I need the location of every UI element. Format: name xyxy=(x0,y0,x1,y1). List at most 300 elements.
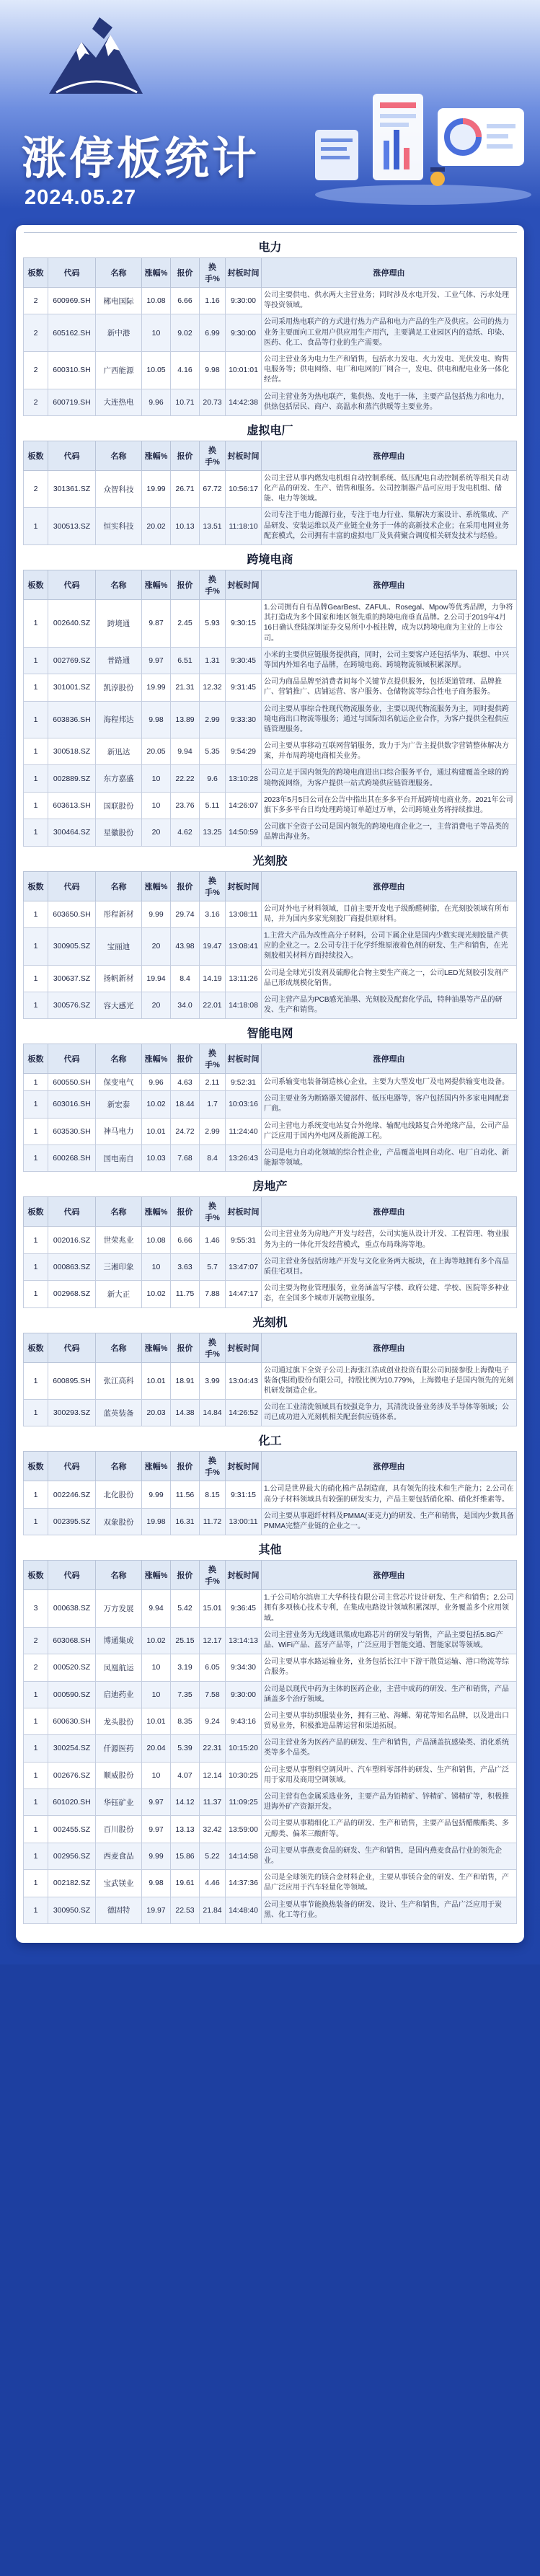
board-count: 2 xyxy=(24,470,48,508)
column-header-price: 报价 xyxy=(171,1452,200,1481)
stock-code: 000590.SZ xyxy=(48,1681,96,1708)
column-header-seal-time: 封板时间 xyxy=(226,258,262,288)
stock-name: 广西能源 xyxy=(96,351,142,389)
stock-name: 新中港 xyxy=(96,314,142,352)
turnover-pct: 67.72 xyxy=(200,470,226,508)
price: 4.07 xyxy=(171,1762,200,1788)
hero-banner xyxy=(0,0,540,216)
seal-time: 11:24:40 xyxy=(226,1118,262,1144)
section-title-row xyxy=(24,1307,517,1333)
stock-code: 002640.SZ xyxy=(48,600,96,648)
column-header-limit-up-reason: 涨停理由 xyxy=(262,1561,517,1590)
limit-up-reason: 公司主要从事纺织服装业务，拥有三枪、海螺、菊花等知名品牌，以及进出口贸易业务，积极推进品牌运营和渠道拓展。 xyxy=(262,1708,517,1734)
board-count: 2 xyxy=(24,1627,48,1654)
price: 43.98 xyxy=(171,927,200,965)
column-header-limit-up-reason: 涨停理由 xyxy=(262,871,517,901)
limit-up-reason: 公司是电力自动化领域的综合性企业，产品覆盖电网自动化、电厂自动化、新能源等领域。 xyxy=(262,1145,517,1172)
stock-name: 郴电国际 xyxy=(96,288,142,314)
seal-time: 9:52:31 xyxy=(226,1074,262,1091)
table-row xyxy=(24,992,517,1018)
table-row xyxy=(24,901,517,927)
limit-up-reason: 公司是全球领先的镁合金材料企业，主要从事镁合金的研发、生产和销售，产品广泛应用于汽车轻量化等领域。 xyxy=(262,1870,517,1897)
change-pct: 10 xyxy=(142,1681,171,1708)
turnover-pct: 8.4 xyxy=(200,1145,226,1172)
stock-code: 603068.SH xyxy=(48,1627,96,1654)
stock-code: 300518.SZ xyxy=(48,738,96,765)
stock-name: 容大感光 xyxy=(96,992,142,1018)
board-count: 1 xyxy=(24,600,48,648)
price: 15.86 xyxy=(171,1843,200,1869)
price: 11.56 xyxy=(171,1481,200,1508)
seal-time: 13:47:07 xyxy=(226,1253,262,1280)
table-row xyxy=(24,1074,517,1091)
turnover-pct: 15.01 xyxy=(200,1590,226,1628)
stock-code: 300637.SZ xyxy=(48,965,96,992)
price: 7.68 xyxy=(171,1145,200,1172)
price: 11.75 xyxy=(171,1281,200,1307)
column-header-stock-name: 名称 xyxy=(96,1044,142,1074)
turnover-pct: 20.73 xyxy=(200,389,226,415)
turnover-pct: 14.19 xyxy=(200,965,226,992)
turnover-pct: 4.46 xyxy=(200,1870,226,1897)
seal-time: 11:09:25 xyxy=(226,1789,262,1816)
column-header-row xyxy=(24,871,517,901)
change-pct: 20.03 xyxy=(142,1400,171,1426)
section-title: 电力 xyxy=(24,233,517,258)
turnover-pct: 2.11 xyxy=(200,1074,226,1091)
price: 23.76 xyxy=(171,792,200,819)
board-count: 1 xyxy=(24,701,48,738)
turnover-pct: 22.01 xyxy=(200,992,226,1018)
column-header-change-pct: 涨幅% xyxy=(142,1333,171,1362)
price: 5.39 xyxy=(171,1735,200,1762)
table-row xyxy=(24,1843,517,1869)
stock-code: 600969.SH xyxy=(48,288,96,314)
price: 21.31 xyxy=(171,674,200,701)
column-header-change-pct: 涨幅% xyxy=(142,871,171,901)
price: 6.51 xyxy=(171,647,200,674)
turnover-pct: 22.31 xyxy=(200,1735,226,1762)
column-header-stock-name: 名称 xyxy=(96,1333,142,1362)
column-header-stock-code: 代码 xyxy=(48,570,96,600)
seal-time: 10:56:17 xyxy=(226,470,262,508)
limit-up-reason: 公司主要从事精细化工产品的研发、生产和销售，主要产品包括醋酸酯类、多元醇类、偏苯三酸酐等。 xyxy=(262,1816,517,1843)
section-title-row xyxy=(24,1019,517,1044)
change-pct: 9.98 xyxy=(142,701,171,738)
stock-code: 002956.SZ xyxy=(48,1843,96,1869)
turnover-pct: 9.24 xyxy=(200,1708,226,1734)
limit-up-reason: 公司系输变电装备制造核心企业，主要为大型发电厂及电网提供输变电设备。 xyxy=(262,1074,517,1091)
board-count: 1 xyxy=(24,992,48,1018)
board-count: 1 xyxy=(24,1091,48,1118)
change-pct: 10 xyxy=(142,314,171,352)
stock-code: 603530.SH xyxy=(48,1118,96,1144)
limit-up-reason: 公司主要从事塑料空调风叶、汽车塑料零部件的研发、生产和销售，产品广泛用于家用及商用空调领域。 xyxy=(262,1762,517,1788)
stock-code: 002968.SZ xyxy=(48,1281,96,1307)
column-header-row xyxy=(24,1333,517,1362)
table-row xyxy=(24,288,517,314)
seal-time: 14:48:40 xyxy=(226,1897,262,1923)
column-header-stock-code: 代码 xyxy=(48,258,96,288)
column-header-limit-up-reason: 涨停理由 xyxy=(262,1452,517,1481)
table-row xyxy=(24,1281,517,1307)
seal-time: 9:31:45 xyxy=(226,674,262,701)
seal-time: 14:50:59 xyxy=(226,819,262,846)
stock-code: 603613.SH xyxy=(48,792,96,819)
price: 13.13 xyxy=(171,1816,200,1843)
price: 4.62 xyxy=(171,819,200,846)
column-header-row xyxy=(24,441,517,470)
stock-name: 龙头股份 xyxy=(96,1708,142,1734)
column-header-stock-name: 名称 xyxy=(96,441,142,470)
stock-code: 600268.SH xyxy=(48,1145,96,1172)
change-pct: 10 xyxy=(142,765,171,792)
table-row xyxy=(24,1870,517,1897)
column-header-seal-time: 封板时间 xyxy=(226,1333,262,1362)
table-row xyxy=(24,927,517,965)
price: 6.66 xyxy=(171,288,200,314)
stock-code: 300464.SZ xyxy=(48,819,96,846)
limit-up-reason: 公司主要从事移动互联网营销服务，致力于为广告主提供数字营销整体解决方案，并布局跨境电商相关业务。 xyxy=(262,738,517,765)
seal-time: 10:30:25 xyxy=(226,1762,262,1788)
turnover-pct: 19.47 xyxy=(200,927,226,965)
section-title: 房地产 xyxy=(24,1172,517,1197)
stock-name: 大连热电 xyxy=(96,389,142,415)
table-row xyxy=(24,738,517,765)
seal-time: 14:37:36 xyxy=(226,1870,262,1897)
stock-code: 002889.SZ xyxy=(48,765,96,792)
table-footer-spacer xyxy=(23,1924,517,1931)
column-header-stock-name: 名称 xyxy=(96,258,142,288)
board-count: 1 xyxy=(24,647,48,674)
column-header-seal-time: 封板时间 xyxy=(226,1197,262,1227)
limit-up-reason: 公司专注于电力能源行业，专注于电力行业、集解决方案设计、系统集成、产品研发、安装运维以及产业链全业务于一体的高新技术企业；在采用电网业务配套模式，公司拥有丰富的虚拟电厂及负荷聚合调度相关研发技术与经验。 xyxy=(262,508,517,545)
limit-up-reason: 公司是全球光引发剂及硫醇化合物主要生产商之一，公司LED光刻胶引发剂产品已形成规模化销售。 xyxy=(262,965,517,992)
column-header-turnover-pct: 换手% xyxy=(200,441,226,470)
column-header-row xyxy=(24,1452,517,1481)
board-count: 1 xyxy=(24,792,48,819)
limit-up-table-card xyxy=(16,225,524,1943)
table-row xyxy=(24,351,517,389)
section-title-row xyxy=(24,1535,517,1561)
table-row xyxy=(24,819,517,846)
seal-time: 13:26:43 xyxy=(226,1145,262,1172)
stock-name: 东方嘉盛 xyxy=(96,765,142,792)
column-header-board-count: 板数 xyxy=(24,1561,48,1590)
board-count: 1 xyxy=(24,1816,48,1843)
seal-time: 13:11:26 xyxy=(226,965,262,992)
stock-code: 603650.SH xyxy=(48,901,96,927)
turnover-pct: 12.14 xyxy=(200,1762,226,1788)
change-pct: 9.87 xyxy=(142,600,171,648)
limit-up-reason: 公司主要业务为断路器关键部件、低压电器等，客户包括国内外多家电网配套厂商。 xyxy=(262,1091,517,1118)
section-title-row xyxy=(24,233,517,258)
price: 3.19 xyxy=(171,1654,200,1681)
board-count: 1 xyxy=(24,1870,48,1897)
turnover-pct: 14.84 xyxy=(200,1400,226,1426)
seal-time: 14:26:52 xyxy=(226,1400,262,1426)
turnover-pct: 6.99 xyxy=(200,314,226,352)
turnover-pct: 5.22 xyxy=(200,1843,226,1869)
column-header-seal-time: 封板时间 xyxy=(226,570,262,600)
column-header-row xyxy=(24,1197,517,1227)
stock-name: 顺威股份 xyxy=(96,1762,142,1788)
board-count: 3 xyxy=(24,1590,48,1628)
column-header-board-count: 板数 xyxy=(24,1333,48,1362)
change-pct: 9.99 xyxy=(142,1481,171,1508)
table-row xyxy=(24,1708,517,1734)
column-header-seal-time: 封板时间 xyxy=(226,441,262,470)
price: 24.72 xyxy=(171,1118,200,1144)
column-header-row xyxy=(24,1044,517,1074)
price: 8.4 xyxy=(171,965,200,992)
limit-up-reason: 公司主要从事节能换热装备的研发、设计、生产和销售，产品广泛应用于炭黑、化工等行业。 xyxy=(262,1897,517,1923)
column-header-change-pct: 涨幅% xyxy=(142,1561,171,1590)
column-header-price: 报价 xyxy=(171,1044,200,1074)
turnover-pct: 5.7 xyxy=(200,1253,226,1280)
stock-name: 新宏泰 xyxy=(96,1091,142,1118)
column-header-turnover-pct: 换手% xyxy=(200,1561,226,1590)
seal-time: 14:14:58 xyxy=(226,1843,262,1869)
change-pct: 9.96 xyxy=(142,389,171,415)
stock-code: 300905.SZ xyxy=(48,927,96,965)
column-header-stock-name: 名称 xyxy=(96,1561,142,1590)
change-pct: 19.99 xyxy=(142,470,171,508)
stock-name: 凯淳股份 xyxy=(96,674,142,701)
board-count: 1 xyxy=(24,1400,48,1426)
stock-name: 华钰矿业 xyxy=(96,1789,142,1816)
seal-time: 9:30:00 xyxy=(226,314,262,352)
change-pct: 10 xyxy=(142,1253,171,1280)
seal-time: 9:55:31 xyxy=(226,1227,262,1253)
limit-up-reason: 2023年5月5日公司在公告中指出其在多多平台开展跨境电商业务。2021年公司旗下多多平台日均处理跨境订单超过万单，公司跨境业务将持续推进。 xyxy=(262,792,517,819)
board-count: 1 xyxy=(24,508,48,545)
seal-time: 9:30:15 xyxy=(226,600,262,648)
change-pct: 10 xyxy=(142,1762,171,1788)
stock-name: 启迪药业 xyxy=(96,1681,142,1708)
seal-time: 13:59:00 xyxy=(226,1816,262,1843)
column-header-row xyxy=(24,1561,517,1590)
table-row xyxy=(24,470,517,508)
price: 14.12 xyxy=(171,1789,200,1816)
limit-up-reason: 公司主要从事水路运输业务，业务包括长江中下游干散货运输、港口物流等综合服务。 xyxy=(262,1654,517,1681)
seal-time: 10:15:20 xyxy=(226,1735,262,1762)
stock-name: 保变电气 xyxy=(96,1074,142,1091)
change-pct: 10.01 xyxy=(142,1708,171,1734)
column-header-board-count: 板数 xyxy=(24,570,48,600)
price: 16.31 xyxy=(171,1508,200,1535)
section-title-row xyxy=(24,415,517,441)
change-pct: 10.02 xyxy=(142,1627,171,1654)
limit-up-reason: 公司主营业务为热电联产，集供热、发电于一体，主要产品包括热力和电力，供热包括居民、商户、高温水和蒸汽供暖等主要业务。 xyxy=(262,389,517,415)
column-header-price: 报价 xyxy=(171,258,200,288)
stock-code: 600630.SH xyxy=(48,1708,96,1734)
stock-code: 002182.SZ xyxy=(48,1870,96,1897)
stock-name: 宝武镁业 xyxy=(96,1870,142,1897)
column-header-board-count: 板数 xyxy=(24,258,48,288)
limit-up-reason: 公司主要从事综合性现代物流服务业，主要以现代物流服务为主，同时提供跨境电商出口物流等服务；通过与国际知名航运企业合作，为客户提供全程供应链管理服务。 xyxy=(262,701,517,738)
turnover-pct: 5.35 xyxy=(200,738,226,765)
seal-time: 14:42:38 xyxy=(226,389,262,415)
stock-name: 跨境通 xyxy=(96,600,142,648)
table-row xyxy=(24,647,517,674)
turnover-pct: 32.42 xyxy=(200,1816,226,1843)
price: 5.42 xyxy=(171,1590,200,1628)
seal-time: 14:26:07 xyxy=(226,792,262,819)
column-header-stock-code: 代码 xyxy=(48,441,96,470)
board-count: 1 xyxy=(24,1735,48,1762)
price: 18.44 xyxy=(171,1091,200,1118)
limit-up-reason: 公司主营业务为电力生产和销售，包括水力发电、火力发电、光伏发电、购售电服务等；供电网络、电厂和电网的厂网合一，发电、供电和配电业务一体化经营。 xyxy=(262,351,517,389)
seal-time: 13:08:11 xyxy=(226,901,262,927)
price: 6.66 xyxy=(171,1227,200,1253)
column-header-stock-code: 代码 xyxy=(48,871,96,901)
column-header-change-pct: 涨幅% xyxy=(142,258,171,288)
table-row xyxy=(24,1816,517,1843)
table-row xyxy=(24,1400,517,1426)
column-header-turnover-pct: 换手% xyxy=(200,1197,226,1227)
limit-up-reason: 公司采用热电联产的方式进行热力产品和电力产品的生产及供应。公司的热力业务主要面向工业用户供应用生产用汽，主要满足工业园区内的造纸、印染、医药、化工、食品等行业的生产需要。 xyxy=(262,314,517,352)
stock-name: 双象股份 xyxy=(96,1508,142,1535)
turnover-pct: 21.84 xyxy=(200,1897,226,1923)
limit-up-reason: 公司主营业务为房地产开发与经营，公司实施从设计开发、工程管理、物业服务为主的一体化开发经营模式，重点布局珠海等地。 xyxy=(262,1227,517,1253)
stock-code: 600310.SH xyxy=(48,351,96,389)
price: 10.13 xyxy=(171,508,200,545)
stock-name: 北化股份 xyxy=(96,1481,142,1508)
board-count: 1 xyxy=(24,1508,48,1535)
section-title: 智能电网 xyxy=(24,1019,517,1044)
change-pct: 10.01 xyxy=(142,1362,171,1400)
limit-up-reason: 公司主要供电、供水两大主营业务；同时涉及水电开发、工业气体、污水处理等投资领域。 xyxy=(262,288,517,314)
price: 2.45 xyxy=(171,600,200,648)
turnover-pct: 5.93 xyxy=(200,600,226,648)
stock-name: 宝丽迪 xyxy=(96,927,142,965)
column-header-seal-time: 封板时间 xyxy=(226,1044,262,1074)
change-pct: 9.97 xyxy=(142,1789,171,1816)
stock-name: 扬帆新材 xyxy=(96,965,142,992)
table-row xyxy=(24,701,517,738)
seal-time: 9:30:45 xyxy=(226,647,262,674)
change-pct: 10 xyxy=(142,792,171,819)
column-header-stock-name: 名称 xyxy=(96,871,142,901)
price: 19.61 xyxy=(171,1870,200,1897)
section-title: 虚拟电厂 xyxy=(24,415,517,441)
seal-time: 10:01:01 xyxy=(226,351,262,389)
limit-up-reason: 公司主要从事燕麦食品的研发、生产和销售，是国内燕麦食品行业的领先企业。 xyxy=(262,1843,517,1869)
stock-code: 600550.SH xyxy=(48,1074,96,1091)
column-header-change-pct: 涨幅% xyxy=(142,570,171,600)
limit-up-reason: 公司主要为物业管理服务，业务涵盖写字楼、政府公建、学校、医院等多种业态，在全国多个城市开展物业服务。 xyxy=(262,1281,517,1307)
section-title-row xyxy=(24,1426,517,1452)
stock-name: 新迅达 xyxy=(96,738,142,765)
column-header-board-count: 板数 xyxy=(24,1197,48,1227)
turnover-pct: 1.31 xyxy=(200,647,226,674)
change-pct: 20 xyxy=(142,927,171,965)
board-count: 1 xyxy=(24,1145,48,1172)
change-pct: 10.03 xyxy=(142,1145,171,1172)
change-pct: 10.05 xyxy=(142,351,171,389)
limit-up-reason: 公司主营业务包括房地产开发与文化业务两大板块，在上海等地拥有多个高品质住宅项目。 xyxy=(262,1253,517,1280)
column-header-row xyxy=(24,570,517,600)
stock-name: 普路通 xyxy=(96,647,142,674)
stock-name: 蓝英装备 xyxy=(96,1400,142,1426)
limit-up-reason: 公司主营电力系统变电站复合外绝缘、输配电线路复合外绝缘产品，公司产品广泛应用于国内外电网及新能源工程。 xyxy=(262,1118,517,1144)
board-count: 2 xyxy=(24,288,48,314)
limit-up-reason: 公司是以现代中药为主体的医药企业，主营中成药的研发、生产和销售，产品涵盖多个治疗领域。 xyxy=(262,1681,517,1708)
section-title: 光刻机 xyxy=(24,1307,517,1333)
board-count: 1 xyxy=(24,1253,48,1280)
column-header-seal-time: 封板时间 xyxy=(226,1561,262,1590)
change-pct: 9.99 xyxy=(142,901,171,927)
stock-name: 国联股份 xyxy=(96,792,142,819)
turnover-pct: 12.32 xyxy=(200,674,226,701)
price: 14.38 xyxy=(171,1400,200,1426)
table-row xyxy=(24,389,517,415)
column-header-turnover-pct: 换手% xyxy=(200,1452,226,1481)
stock-name: 世荣兆业 xyxy=(96,1227,142,1253)
table-row xyxy=(24,1253,517,1280)
stock-name: 万方发展 xyxy=(96,1590,142,1628)
turnover-pct: 11.72 xyxy=(200,1508,226,1535)
table-row xyxy=(24,1508,517,1535)
change-pct: 9.97 xyxy=(142,1816,171,1843)
turnover-pct: 9.98 xyxy=(200,351,226,389)
seal-time: 9:30:00 xyxy=(226,1681,262,1708)
seal-time: 13:04:43 xyxy=(226,1362,262,1400)
seal-time: 14:47:17 xyxy=(226,1281,262,1307)
column-header-board-count: 板数 xyxy=(24,1452,48,1481)
section-title: 化工 xyxy=(24,1426,517,1452)
stock-name: 彤程新材 xyxy=(96,901,142,927)
price: 18.91 xyxy=(171,1362,200,1400)
column-header-board-count: 板数 xyxy=(24,871,48,901)
column-header-change-pct: 涨幅% xyxy=(142,1197,171,1227)
board-count: 1 xyxy=(24,1281,48,1307)
table-row xyxy=(24,792,517,819)
change-pct: 10 xyxy=(142,1654,171,1681)
column-header-stock-code: 代码 xyxy=(48,1197,96,1227)
stock-code: 002246.SZ xyxy=(48,1481,96,1508)
stock-code: 000520.SZ xyxy=(48,1654,96,1681)
price: 7.35 xyxy=(171,1681,200,1708)
stock-code: 300513.SZ xyxy=(48,508,96,545)
stock-code: 603016.SH xyxy=(48,1091,96,1118)
table-row xyxy=(24,1362,517,1400)
limit-up-reason: 1.公司拥有自有品牌GearBest、ZAFUL、Rosegal、Mpow等优秀品牌，力争将其打造成为多个国家和地区领先重的跨境电商垂直品牌。2.公司于2019年4月16日确认登陆深圳证券交易所中小板挂牌，成为以跨境电商为主业的上市公司。 xyxy=(262,600,517,648)
column-header-limit-up-reason: 涨停理由 xyxy=(262,1333,517,1362)
column-header-change-pct: 涨幅% xyxy=(142,441,171,470)
column-header-limit-up-reason: 涨停理由 xyxy=(262,570,517,600)
change-pct: 19.94 xyxy=(142,965,171,992)
table-row xyxy=(24,1789,517,1816)
seal-time: 9:34:30 xyxy=(226,1654,262,1681)
limit-up-reason: 公司主营产品为PCB感光油墨、光刻胶及配套化学品，特种油墨等产品的研发、生产和销售。 xyxy=(262,992,517,1018)
change-pct: 20.04 xyxy=(142,1735,171,1762)
mountain-logo-icon xyxy=(42,13,150,98)
table-row xyxy=(24,1762,517,1788)
board-count: 1 xyxy=(24,1118,48,1144)
seal-time: 13:10:28 xyxy=(226,765,262,792)
price: 4.16 xyxy=(171,351,200,389)
board-count: 1 xyxy=(24,1762,48,1788)
table-row xyxy=(24,508,517,545)
column-header-change-pct: 涨幅% xyxy=(142,1452,171,1481)
column-header-seal-time: 封板时间 xyxy=(226,871,262,901)
turnover-pct: 9.6 xyxy=(200,765,226,792)
stock-name: 西麦食品 xyxy=(96,1843,142,1869)
change-pct: 20.02 xyxy=(142,508,171,545)
price: 26.71 xyxy=(171,470,200,508)
